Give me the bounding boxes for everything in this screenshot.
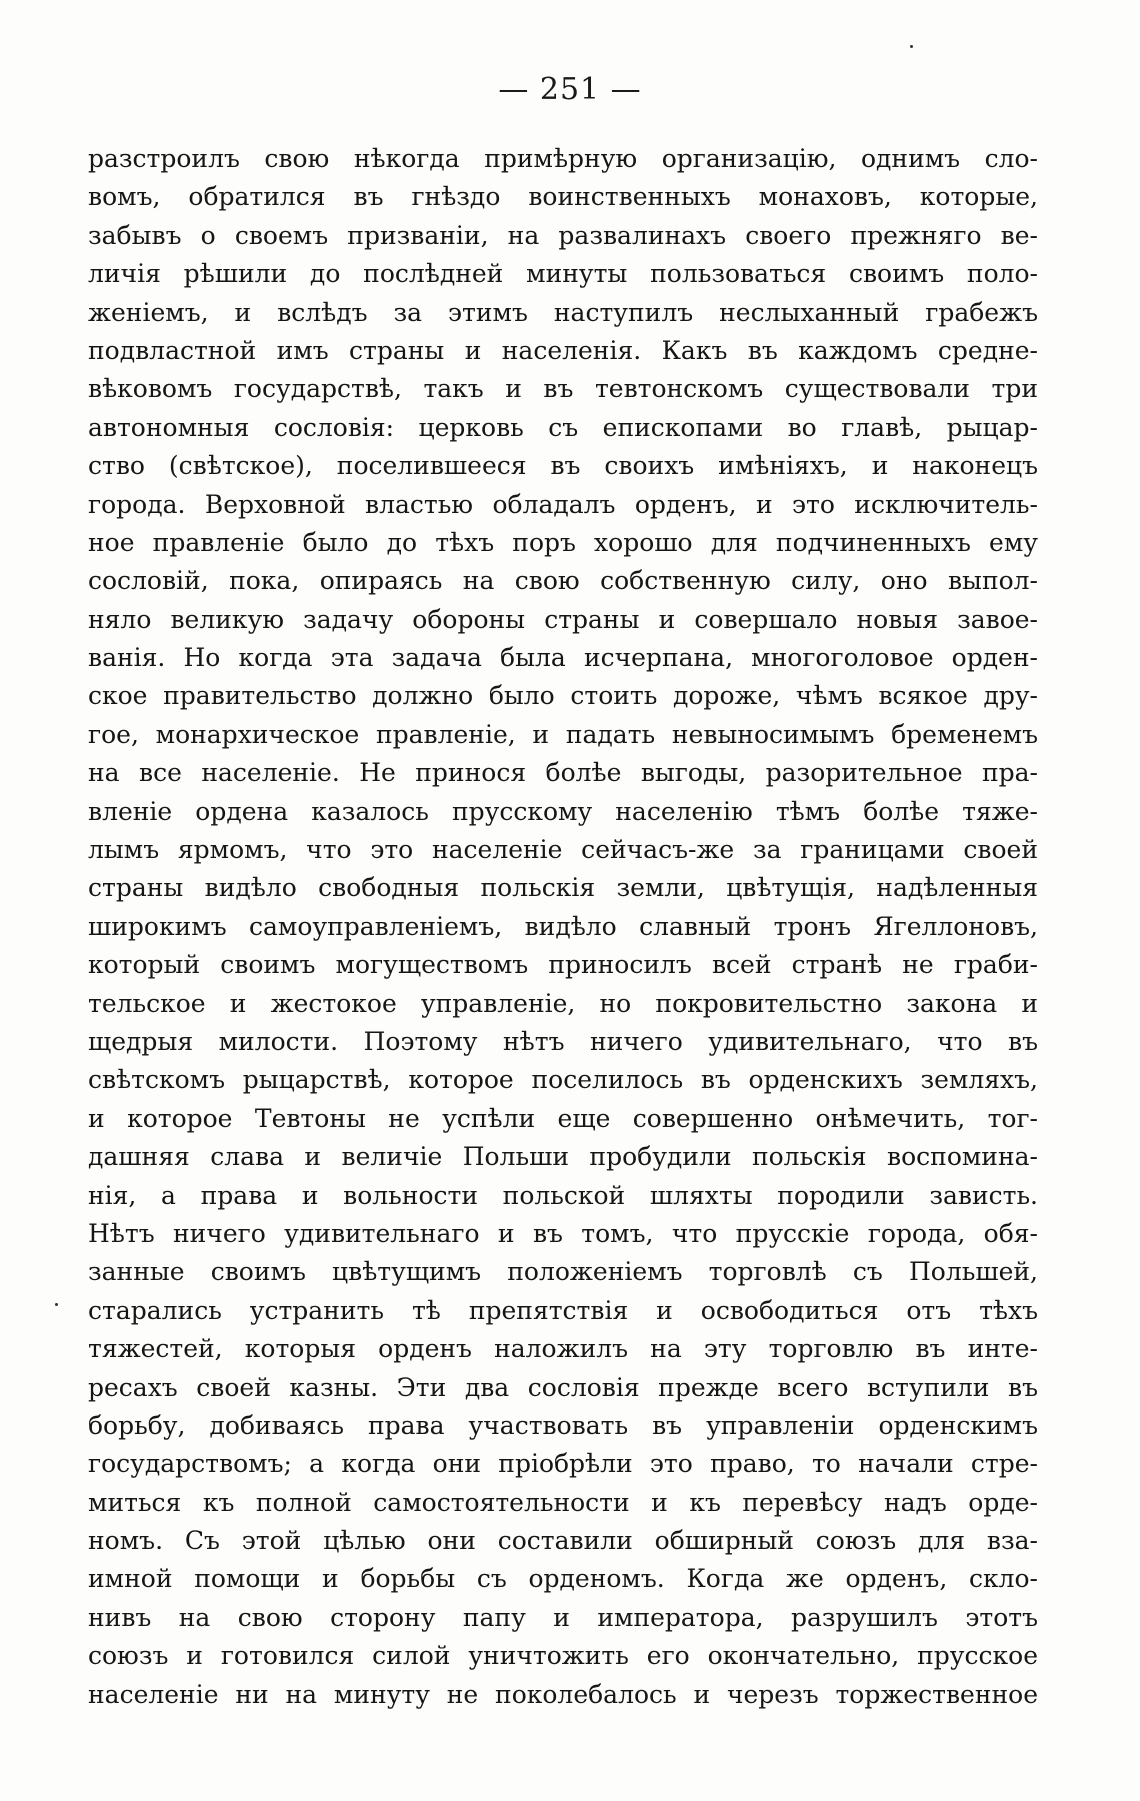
text-line: подвластной имъ страны и населенія. Какъ въ каждомъ средне- xyxy=(88,335,1038,365)
text-line: дашняя слава и величіе Польши пробудили польскія воспомина- xyxy=(88,1142,1038,1172)
print-speck xyxy=(910,45,913,48)
text-line: вомъ, обратился въ гнѣздо воинственныхъ монаховъ, которые, xyxy=(88,182,1038,212)
page-number: — 251 — xyxy=(498,72,642,107)
text-line: государствомъ; а когда они пріобрѣли это право, то начали стре- xyxy=(88,1449,1038,1479)
text-line: ство (свѣтское), поселившееся въ своихъ имѣніяхъ, и наконецъ xyxy=(88,451,1038,481)
text-line: широкимъ самоуправленіемъ, видѣло славный тронъ Ягеллоновъ, xyxy=(88,911,1038,941)
text-line: страны видѣло свободныя польскія земли, цвѣтущія, надѣленныя xyxy=(88,873,1038,903)
text-line: автономныя сословія: церковь съ епископами во главѣ, рыцар- xyxy=(88,412,1038,442)
text-line: ное правленіе было до тѣхъ поръ хорошо для подчиненныхъ ему xyxy=(88,527,1038,557)
text-line: ванія. Но когда эта задача была исчерпана, многоголовое орден- xyxy=(88,643,1038,673)
text-line: и которое Тевтоны не успѣли еще совершенно онѣмечить, тог- xyxy=(88,1103,1038,1133)
text-line: забывъ о своемъ призваніи, на развалинахъ своего прежняго ве- xyxy=(88,220,1038,250)
text-line: миться къ полной самостоятельности и къ перевѣсу надъ орде- xyxy=(88,1487,1038,1517)
text-line: гое, монархическое правленіе, и падать невыносимымъ бременемъ xyxy=(88,719,1038,749)
text-line: союзъ и готовился силой уничтожить его окончательно, прусское xyxy=(88,1641,1038,1671)
text-line: разстроилъ свою нѣкогда примѣрную организацію, однимъ сло- xyxy=(88,144,1038,173)
text-line: на все населеніе. Не принося болѣе выгоды, разорительное пра- xyxy=(88,758,1038,788)
text-line: старались устранить тѣ препятствія и освободиться отъ тѣхъ xyxy=(88,1295,1038,1325)
text-line: щедрыя милости. Поэтому нѣтъ ничего удивительнаго, что въ xyxy=(88,1026,1038,1056)
text-line: нія, а права и вольности польской шляхты породили зависть. xyxy=(88,1180,1038,1210)
text-line: который своимъ могуществомъ приносилъ всей странѣ не граби- xyxy=(88,950,1038,980)
text-line: сословій, пока, опираясь на свою собственную силу, оно выпол- xyxy=(88,566,1038,596)
text-line: борьбу, добиваясь права участвовать въ управленіи орденскимъ xyxy=(88,1410,1038,1440)
text-line: свѣтскомъ рыцарствѣ, которое поселилось въ орденскихъ земляхъ, xyxy=(88,1065,1038,1095)
text-line: нивъ на свою сторону папу и императора, разрушилъ этотъ xyxy=(88,1602,1038,1632)
text-line: вленіе ордена казалось прусскому населенію тѣмъ болѣе тяже- xyxy=(88,796,1038,826)
body-text xyxy=(88,140,1038,1714)
text-line: женіемъ, и вслѣдъ за этимъ наступилъ неслыханный грабежъ xyxy=(88,297,1038,327)
text-line: имной помощи и борьбы съ орденомъ. Когда же орденъ, скло- xyxy=(88,1564,1038,1594)
text-line: тельское и жестокое управленіе, но покровительстно закона и xyxy=(88,988,1038,1018)
text-line: Нѣтъ ничего удивительнаго и въ томъ, что прусскіе города, обя- xyxy=(88,1218,1038,1248)
text-line: вѣковомъ государствѣ, такъ и въ тевтонскомъ существовали три xyxy=(88,374,1038,404)
text-line: населеніе ни на минуту не поколебалось и черезъ торжественное xyxy=(88,1679,1038,1709)
text-line: лымъ ярмомъ, что это населеніе сейчасъ-же за границами своей xyxy=(88,835,1038,865)
text-line: няло великую задачу обороны страны и совершало новыя завое- xyxy=(88,604,1038,634)
text-line: тяжестей, которыя орденъ наложилъ на эту торговлю въ инте- xyxy=(88,1334,1038,1364)
print-speck xyxy=(55,1303,58,1306)
text-line: ское правительство должно было стоить дороже, чѣмъ всякое дру- xyxy=(88,681,1038,711)
text-line: занные своимъ цвѣтущимъ положеніемъ торговлѣ съ Польшей, xyxy=(88,1257,1038,1287)
text-line: города. Верховной властью обладалъ орденъ, и это исключитель- xyxy=(88,489,1038,519)
text-line: личія рѣшили до послѣдней минуты пользоваться своимъ поло- xyxy=(88,259,1038,289)
text-line: ресахъ своей казны. Эти два сословія прежде всего вступили въ xyxy=(88,1372,1038,1402)
text-line: номъ. Съ этой цѣлью они составили обширный союзъ для вза- xyxy=(88,1526,1038,1556)
